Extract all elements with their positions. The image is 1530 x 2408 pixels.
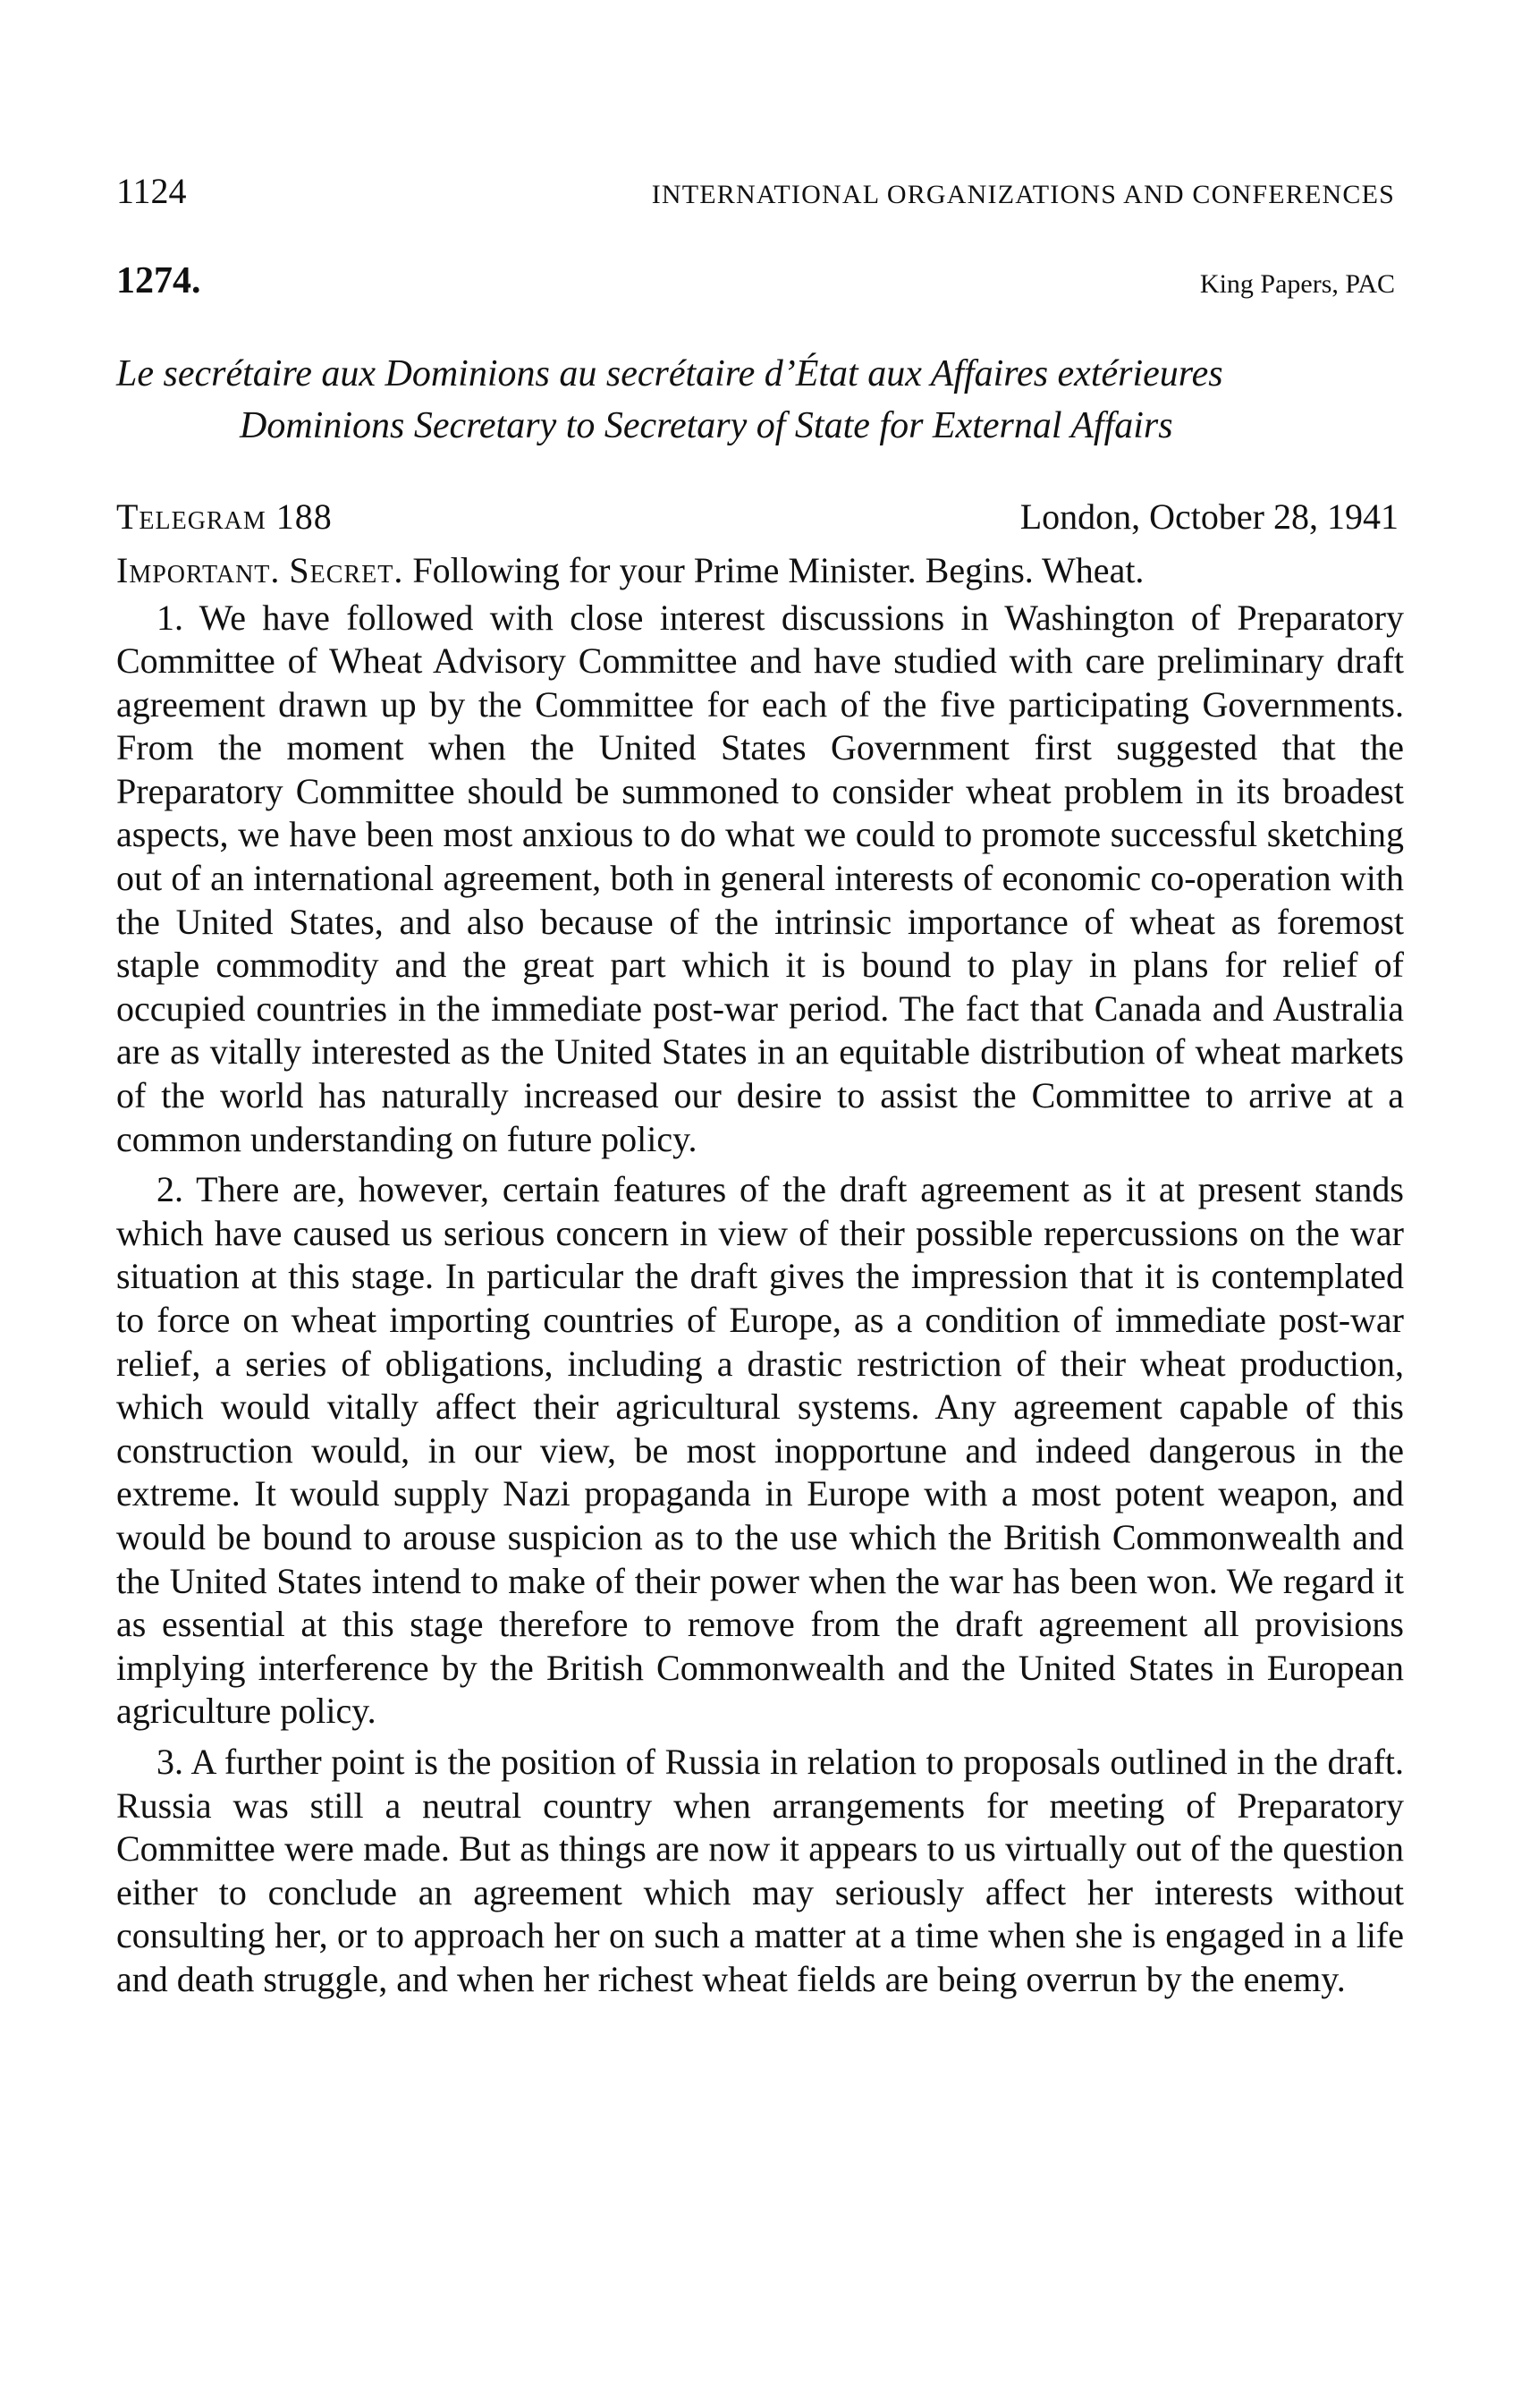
paragraph-1 <box>116 597 1404 1162</box>
paragraph-3-text: A further point is the position of Russia in relation to proposals outlined in the draft. Russia was still a neutral country when arrangements for meeting of Preparatory Committee were made. But as things are now it appears to us virtually out of the question either to conclude an agreement which may seriously affect her interests without consulting her, or to approach her on such a matter at a time when she is engaged in a life and death struggle, and when her richest wheat fields are being overrun by the enemy. <box>116 1741 1405 1999</box>
paragraph-2 <box>116 1168 1404 1734</box>
place-date: London, October 28, 1941 <box>1019 496 1399 537</box>
opening-text: Following for your Prime Minister. Begins. Wheat. <box>412 550 1145 590</box>
paragraph-3-number: 3. <box>156 1741 183 1782</box>
paragraph-1-text: We have followed with close interest discussions in Washington of Preparatory Committee of Wheat Advisory Committee and have studied with care preliminary draft agreement drawn up by the Committee for each of the five participating Governments. From the moment when the United States Government first suggested that the Preparatory Committee should be summoned to consider wheat problem in its broadest aspects, we have been most anxious to do what we could to promote successful sketching out of an international agreement, both in general interests of economic co-operation with the United States, and also because of the intrinsic importance of wheat as foremost staple commodity and the great part which it is bound to play in plans for relief of occupied countries in the immediate post-war period. The fact that Canada and Australia are as vitally interested as the United States in an equitable distribution of wheat markets of the world has naturally increased our desire to assist the Committee to arrive at a common understanding on future policy. <box>116 597 1405 1159</box>
heading-english: Dominions Secretary to Secretary of State for External Affairs <box>240 405 1173 446</box>
document-page <box>116 170 1404 2002</box>
heading-french: Le secrétaire aux Dominions au secrétaire d’État aux Affaires extérieures <box>116 353 1223 394</box>
paragraph-3 <box>116 1741 1404 2002</box>
telegram-line <box>116 494 1404 540</box>
opening-line <box>116 549 1404 593</box>
running-title: INTERNATIONAL ORGANIZATIONS AND CONFERENCES <box>651 180 1395 209</box>
classification-secret: Secret. <box>289 550 404 590</box>
telegram-label: Telegram 188 <box>116 496 333 537</box>
paragraph-2-number: 2. <box>156 1169 183 1210</box>
document-number: 1274. <box>116 260 201 301</box>
classification-important: Important. <box>116 550 281 590</box>
page-number: 1124 <box>116 171 187 211</box>
document-header <box>116 259 1404 313</box>
paragraph-1-number: 1. <box>156 597 183 638</box>
document-source: King Papers, PAC <box>1199 269 1395 299</box>
running-head <box>116 170 1404 224</box>
paragraph-2-text: There are, however, certain features of the draft agreement as it at present stands which have caused us serious concern in view of their possible repercussions on the war situation at this stage. In particular the draft gives the impression that it is contemplated to force on wheat importing countries of Europe, as a condition of immediate post-war relief, a series of obligations, including a drastic restriction of their wheat production, which would vitally affect their agricultural systems. Any agreement capable of this construction would, in our view, be most inopportune and indeed dangerous in the extreme. It would supply Nazi propaganda in Europe with a most potent weapon, and would be bound to arouse suspicion as to the use which the British Commonwealth and the United States intend to make of their power when the war has been won. We regard it as essential at this stage therefore to remove from the draft agreement all provisions implying interference by the British Commonwealth and the United States in European agriculture policy. <box>116 1169 1404 1732</box>
